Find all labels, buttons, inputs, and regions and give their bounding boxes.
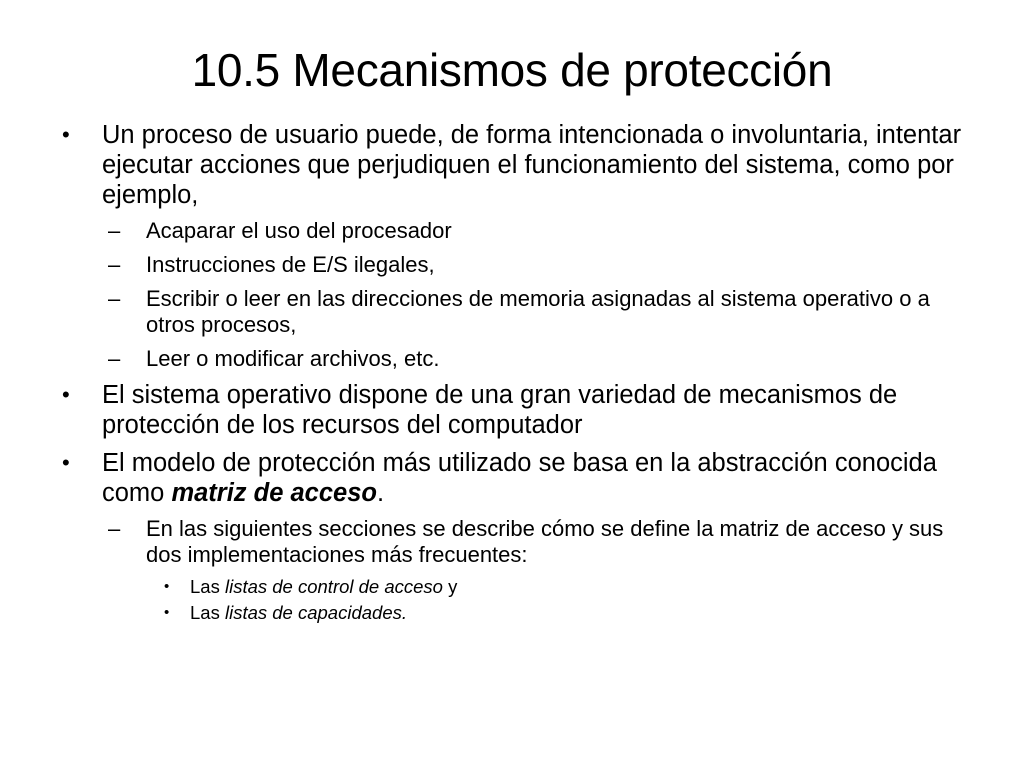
sub-bullet-item [62,516,962,568]
dash-icon: – [108,286,121,311]
sub-bullet-item [62,286,962,338]
bullet-item [62,448,962,508]
slide-content [62,120,962,628]
sub-sub-bullet-suffix: y [442,576,458,597]
sub-sub-bullet-italic: listas de capacidades. [224,602,407,623]
bullet-text: Un proceso de usuario puede, de forma intencionada o involuntaria, intentar ejecutar acciones que perjudiquen el funcionamiento del sistema, como por ejemplo, [102,121,962,209]
sub-bullet-text: En las siguientes secciones se describe cómo se define la matriz de acceso y sus dos implementaciones más frecuentes: [146,516,944,567]
sub-sub-bullet-prefix: Las [190,576,225,597]
bullet-text-start: El modelo de protección más utilizado se basa en la abstracción conocida como [102,449,937,507]
sub-bullet-item [62,346,962,372]
bullet-icon: • [164,578,170,595]
sub-bullet-text: Escribir o leer en las direcciones de memoria asignadas al sistema operativo o a otros procesos, [146,286,930,337]
bullet-icon: • [164,604,170,621]
bullet-text: El sistema operativo dispone de una gran variedad de mecanismos de protección de los recursos del computador [102,381,898,439]
bullet-icon: • [62,450,70,475]
sub-bullet-text: Leer o modificar archivos, etc. [146,346,440,371]
slide-title: 10.5 Mecanismos de protección [191,44,833,96]
bullet-text-end: . [376,479,385,507]
dash-icon: – [108,218,121,243]
sub-bullet-item [62,252,962,278]
bullet-icon: • [62,122,70,147]
sub-sub-bullet-italic: listas de control de acceso [224,576,443,597]
dash-icon: – [108,252,121,277]
bullet-text [102,449,937,507]
bullet-icon: • [62,382,70,407]
bullet-item [62,380,962,440]
sub-bullet-text: Acaparar el uso del procesador [146,218,452,243]
emphasis-text: matriz de acceso [171,479,377,507]
dash-icon: – [108,516,121,541]
sub-sub-bullet-item [62,576,962,598]
sub-bullet-item [62,218,962,244]
sub-bullet-text: Instrucciones de E/S ilegales, [146,252,435,277]
dash-icon: – [108,346,121,371]
sub-sub-bullet-prefix: Las [190,602,225,623]
bullet-item [62,120,962,210]
sub-sub-bullet-item [62,602,962,624]
